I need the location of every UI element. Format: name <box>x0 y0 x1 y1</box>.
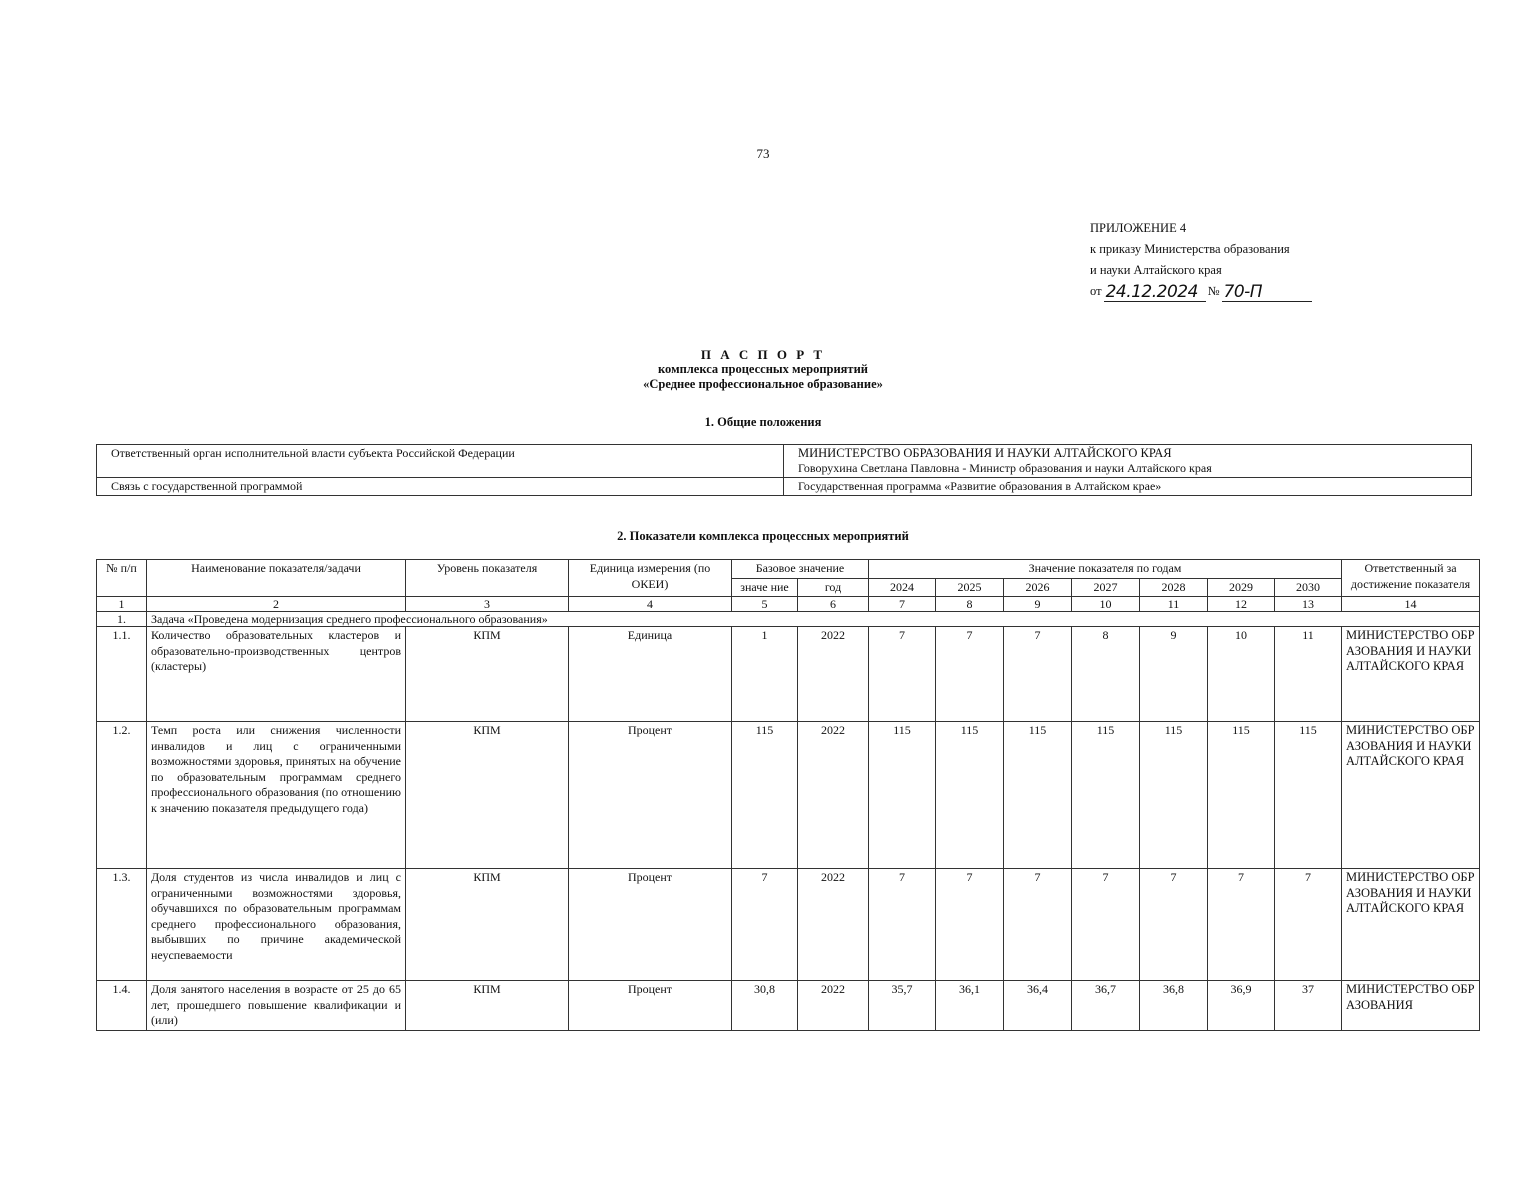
header-year: 2028 <box>1140 578 1208 597</box>
table-row <box>97 478 1472 496</box>
year-value: 115 <box>869 722 936 869</box>
base-value: 7 <box>732 869 798 981</box>
row-number: 1.2. <box>97 722 147 869</box>
indicator-level: КПМ <box>406 869 569 981</box>
year-value: 36,9 <box>1208 981 1275 1031</box>
table-row <box>97 445 1472 478</box>
handwritten-number: 70-П <box>1222 283 1312 302</box>
indicator-unit: Процент <box>569 981 732 1031</box>
page-number: 73 <box>756 146 770 161</box>
column-number: 11 <box>1140 597 1208 612</box>
column-number: 1 <box>97 597 147 612</box>
column-number: 3 <box>406 597 569 612</box>
base-value: 115 <box>732 722 798 869</box>
row-number: 1.4. <box>97 981 147 1031</box>
year-value: 115 <box>1208 722 1275 869</box>
year-value: 8 <box>1072 627 1140 722</box>
year-value: 115 <box>1004 722 1072 869</box>
year-value: 7 <box>1275 869 1342 981</box>
base-year: 2022 <box>798 869 869 981</box>
appendix-date-row <box>1090 281 1314 302</box>
column-number: 5 <box>732 597 798 612</box>
year-value: 115 <box>1275 722 1342 869</box>
header-name: Наименование показателя/задачи <box>147 560 406 597</box>
header-year: 2024 <box>869 578 936 597</box>
indicator-level: КПМ <box>406 981 569 1031</box>
header-responsible: Ответственный за достижение показателя <box>1342 560 1480 597</box>
year-value: 36,1 <box>936 981 1004 1031</box>
passport-subtitle: комплекса процессных мероприятий <box>658 362 868 376</box>
section2-title: 2. Показатели комплекса процессных мероприятий <box>617 529 909 543</box>
column-number: 7 <box>869 597 936 612</box>
header-year: 2030 <box>1275 578 1342 597</box>
indicator-unit: Единица <box>569 627 732 722</box>
column-number: 6 <box>798 597 869 612</box>
table-cell: Связь с государственной программой <box>97 478 784 496</box>
passport-program-name: «Среднее профессиональное образование» <box>643 377 883 391</box>
header-num: № п/п <box>97 560 147 597</box>
header-level: Уровень показателя <box>406 560 569 597</box>
header-year: 2027 <box>1072 578 1140 597</box>
table-row <box>97 627 1480 722</box>
indicator-level: КПМ <box>406 627 569 722</box>
column-number: 4 <box>569 597 732 612</box>
base-year: 2022 <box>798 722 869 869</box>
ministry-name: МИНИСТЕРСТВО ОБРАЗОВАНИЯ И НАУКИ АЛТАЙСКОГО КРАЯ <box>798 446 1172 460</box>
base-value: 30,8 <box>732 981 798 1031</box>
header-year: 2026 <box>1004 578 1072 597</box>
task-text: Задача «Проведена модернизация среднего профессионального образования» <box>147 612 1480 627</box>
column-numbers-row <box>97 597 1480 612</box>
handwritten-date: 24.12.2024 <box>1104 283 1206 302</box>
number-label: № <box>1207 284 1220 298</box>
from-label: от <box>1090 284 1102 298</box>
appendix-order-line: к приказу Министерства образования <box>1090 242 1290 256</box>
base-year: 2022 <box>798 627 869 722</box>
year-value: 115 <box>936 722 1004 869</box>
indicators-table <box>96 559 1480 1031</box>
year-value: 7 <box>869 869 936 981</box>
year-value: 7 <box>936 869 1004 981</box>
task-number: 1. <box>97 612 147 627</box>
table-cell <box>784 445 1472 478</box>
year-value: 10 <box>1208 627 1275 722</box>
year-value: 35,7 <box>869 981 936 1031</box>
responsible-body: МИНИСТЕРСТВО ОБРАЗОВАНИЯ <box>1342 981 1480 1031</box>
responsible-body: МИНИСТЕРСТВО ОБРАЗОВАНИЯ И НАУКИ АЛТАЙСКОГО КРАЯ <box>1342 627 1480 722</box>
row-number: 1.3. <box>97 869 147 981</box>
column-number: 13 <box>1275 597 1342 612</box>
passport-heading: П А С П О Р Т <box>700 347 826 362</box>
indicator-unit: Процент <box>569 869 732 981</box>
column-number: 14 <box>1342 597 1480 612</box>
year-value: 9 <box>1140 627 1208 722</box>
year-value: 7 <box>1004 627 1072 722</box>
table-row <box>97 722 1480 869</box>
year-value: 7 <box>1004 869 1072 981</box>
year-value: 115 <box>1140 722 1208 869</box>
column-number: 9 <box>1004 597 1072 612</box>
indicator-name: Количество образовательных кластеров и образовательно-производственных центров (кластеры) <box>147 627 406 722</box>
indicator-name: Доля студентов из числа инвалидов и лиц с ограниченными возможностями здоровья, обучавшихся по образовательным программам среднего профессионального образования, выбывших по причине академической неуспеваемости <box>147 869 406 981</box>
document-title <box>0 347 1526 392</box>
year-value: 37 <box>1275 981 1342 1031</box>
base-year: 2022 <box>798 981 869 1031</box>
table-cell: Государственная программа «Развитие образования в Алтайском крае» <box>784 478 1472 496</box>
year-value: 7 <box>869 627 936 722</box>
year-value: 11 <box>1275 627 1342 722</box>
year-value: 7 <box>1072 869 1140 981</box>
column-number: 10 <box>1072 597 1140 612</box>
header-base-value: значе ние <box>732 578 798 597</box>
task-row <box>97 612 1480 627</box>
header-row <box>97 560 1480 579</box>
year-value: 7 <box>936 627 1004 722</box>
responsible-body: МИНИСТЕРСТВО ОБРАЗОВАНИЯ И НАУКИ АЛТАЙСКОГО КРАЯ <box>1342 869 1480 981</box>
header-year: 2029 <box>1208 578 1275 597</box>
indicator-unit: Процент <box>569 722 732 869</box>
appendix-ministry-line: и науки Алтайского края <box>1090 263 1222 277</box>
column-number: 12 <box>1208 597 1275 612</box>
column-number: 8 <box>936 597 1004 612</box>
row-number: 1.1. <box>97 627 147 722</box>
column-number: 2 <box>147 597 406 612</box>
header-base-year: год <box>798 578 869 597</box>
base-value: 1 <box>732 627 798 722</box>
general-provisions-table <box>96 444 1472 496</box>
appendix-title: ПРИЛОЖЕНИЕ 4 <box>1090 221 1187 235</box>
year-value: 36,8 <box>1140 981 1208 1031</box>
indicator-name: Темп роста или снижения численности инвалидов и лиц с ограниченными возможностями здоровья, принятых на обучение по образовательным программам среднего профессионального образования (по отношению к значению показателя предыдущего года) <box>147 722 406 869</box>
table-cell: Ответственный орган исполнительной власти субъекта Российской Федерации <box>97 445 784 478</box>
appendix-block <box>1090 218 1314 302</box>
indicator-level: КПМ <box>406 722 569 869</box>
year-value: 7 <box>1140 869 1208 981</box>
header-base: Базовое значение <box>732 560 869 579</box>
indicator-name: Доля занятого населения в возрасте от 25 до 65 лет, прошедшего повышение квалификации и (или) <box>147 981 406 1031</box>
minister-name: Говорухина Светлана Павловна - Министр образования и науки Алтайского края <box>798 461 1212 475</box>
table-row <box>97 981 1480 1031</box>
header-year: 2025 <box>936 578 1004 597</box>
header-by-years: Значение показателя по годам <box>869 560 1342 579</box>
table-row <box>97 869 1480 981</box>
year-value: 7 <box>1208 869 1275 981</box>
year-value: 36,4 <box>1004 981 1072 1031</box>
header-unit: Единица измерения (по ОКЕИ) <box>569 560 732 597</box>
responsible-body: МИНИСТЕРСТВО ОБРАЗОВАНИЯ И НАУКИ АЛТАЙСКОГО КРАЯ <box>1342 722 1480 869</box>
year-value: 36,7 <box>1072 981 1140 1031</box>
year-value: 115 <box>1072 722 1140 869</box>
section1-title: 1. Общие положения <box>704 415 822 429</box>
